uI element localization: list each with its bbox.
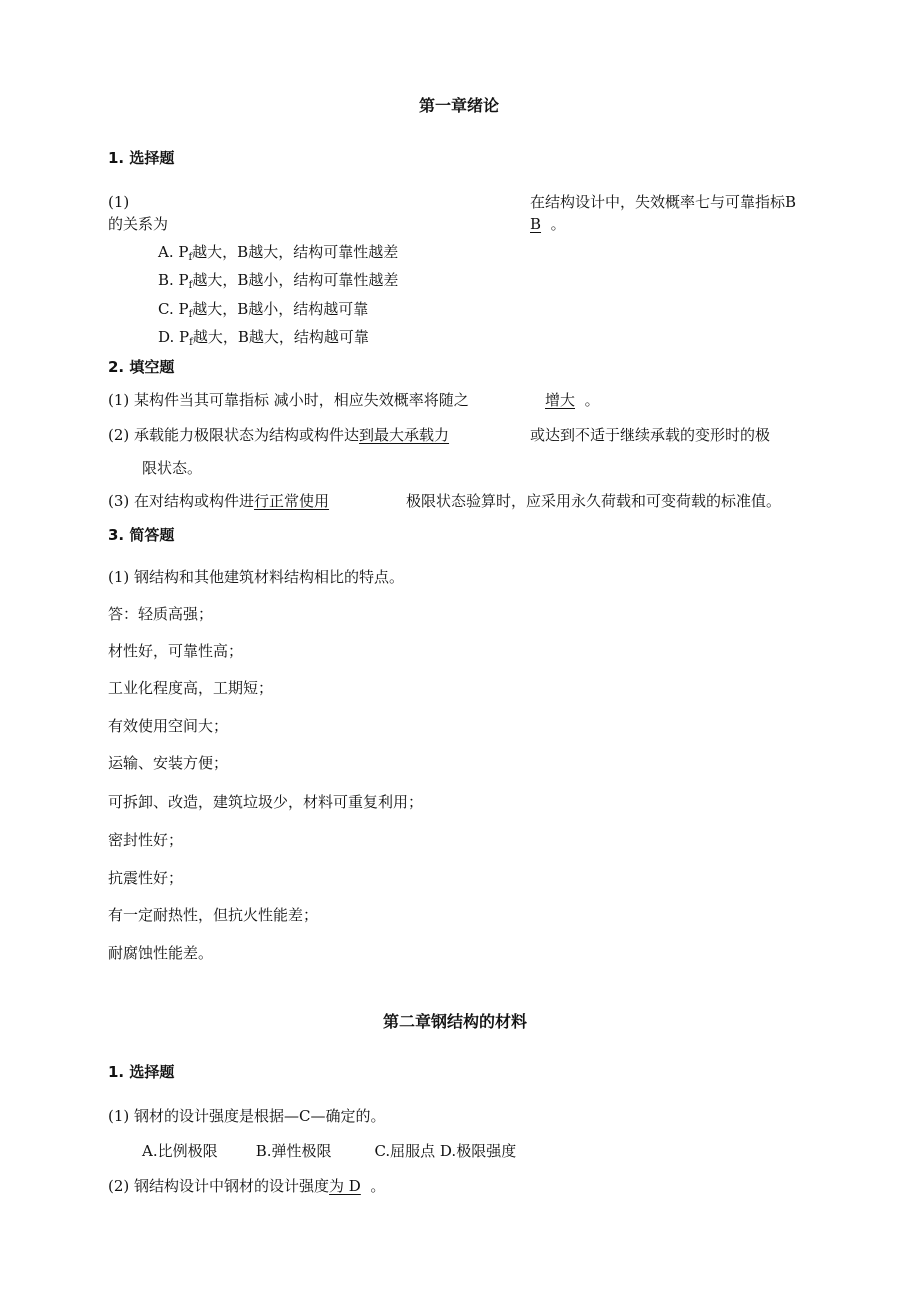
ch1-section3-heading: 3. 简答题 <box>108 526 175 544</box>
ch1-fill-q3-answer: 行正常使用 <box>254 492 330 510</box>
answer-item: 工业化程度高，工期短； <box>108 679 274 697</box>
ch1-short-question: (1) 钢结构和其他建筑材料结构相比的特点。 <box>108 568 405 586</box>
ch2-q1-options: A.比例极限 B.弹性极限 C.屈服点 D.极限强度 <box>142 1142 517 1160</box>
ch1-fill-q2-answer: 到最大承载力 <box>359 426 450 444</box>
answer-item: 有一定耐热性，但抗火性能差； <box>108 906 319 924</box>
ch1-q1-option-b: B. $P_f$越大，B越小，结构可靠性越差 <box>158 271 399 291</box>
ch1-fill-q2-line2: 限状态。 <box>142 459 203 477</box>
ch2-section1-heading: 1. 选择题 <box>108 1063 175 1081</box>
ch2-q1-text: (1) 钢材的设计强度是根据—C—确定的。 <box>108 1107 386 1125</box>
ch1-q1-answer-line <box>530 214 566 234</box>
answer-item: 运输、安装方便； <box>108 754 229 772</box>
ch1-fill-q3: (3) 在对结构或构件进行正常使用 <box>108 492 330 510</box>
answer-item: 答：轻质高强； <box>108 605 214 623</box>
answer-item: 密封性好； <box>108 831 184 849</box>
ch2-q2-answer: 为 D <box>329 1177 361 1195</box>
ch1-q1-text-part1: 在结构设计中，失效概率七与可靠指标B <box>530 193 797 211</box>
ch1-q1-option-c: C. $P_f$越大，B越小，结构越可靠 <box>158 300 369 320</box>
ch1-section1-heading: 1. 选择题 <box>108 149 175 167</box>
answer-item: 可拆卸、改造，建筑垃圾少，材料可重复利用； <box>108 793 424 811</box>
chapter1-title: 第一章绪论 <box>419 96 500 115</box>
ch2-q2: (2) 钢结构设计中钢材的设计强度为 D 。 <box>108 1177 386 1195</box>
answer-item: 材性好，可靠性高； <box>108 642 244 660</box>
ch1-q1-option-a: A. $P_f$越大，B越大，结构可靠性越差 <box>158 243 399 263</box>
answer-item: 抗震性好； <box>108 869 184 887</box>
ch1-section2-heading: 2. 填空题 <box>108 358 175 376</box>
ch1-fill-q1-answer: 增大 <box>545 391 576 409</box>
answer-item: 有效使用空间大； <box>108 717 229 735</box>
answer-item: 耐腐蚀性能差。 <box>108 944 214 962</box>
ch1-fill-q1-answer-line: 增大 。 <box>545 391 600 409</box>
chapter2-title: 第二章钢结构的材料 <box>383 1012 528 1031</box>
ch1-q1-text-part2: 的关系为 <box>108 215 169 233</box>
ch1-fill-q3-rest: 极限状态验算时，应采用永久荷载和可变荷载的标准值。 <box>406 492 782 510</box>
ch1-fill-q2-rest: 或达到不适于继续承载的变形时的极 <box>530 426 771 444</box>
ch1-q1-end: 。 <box>550 215 566 233</box>
ch1-fill-q1: (1) 某构件当其可靠指标 减小时，相应失效概率将随之 <box>108 391 469 409</box>
ch1-fill-q2: (2) 承载能力极限状态为结构或构件达到最大承载力 <box>108 426 450 444</box>
ch1-q1-answer: B <box>530 215 542 233</box>
ch1-q1-number: (1) <box>108 193 130 211</box>
ch1-q1-option-d: D. $P_f$越大，B越大，结构越可靠 <box>158 328 369 348</box>
